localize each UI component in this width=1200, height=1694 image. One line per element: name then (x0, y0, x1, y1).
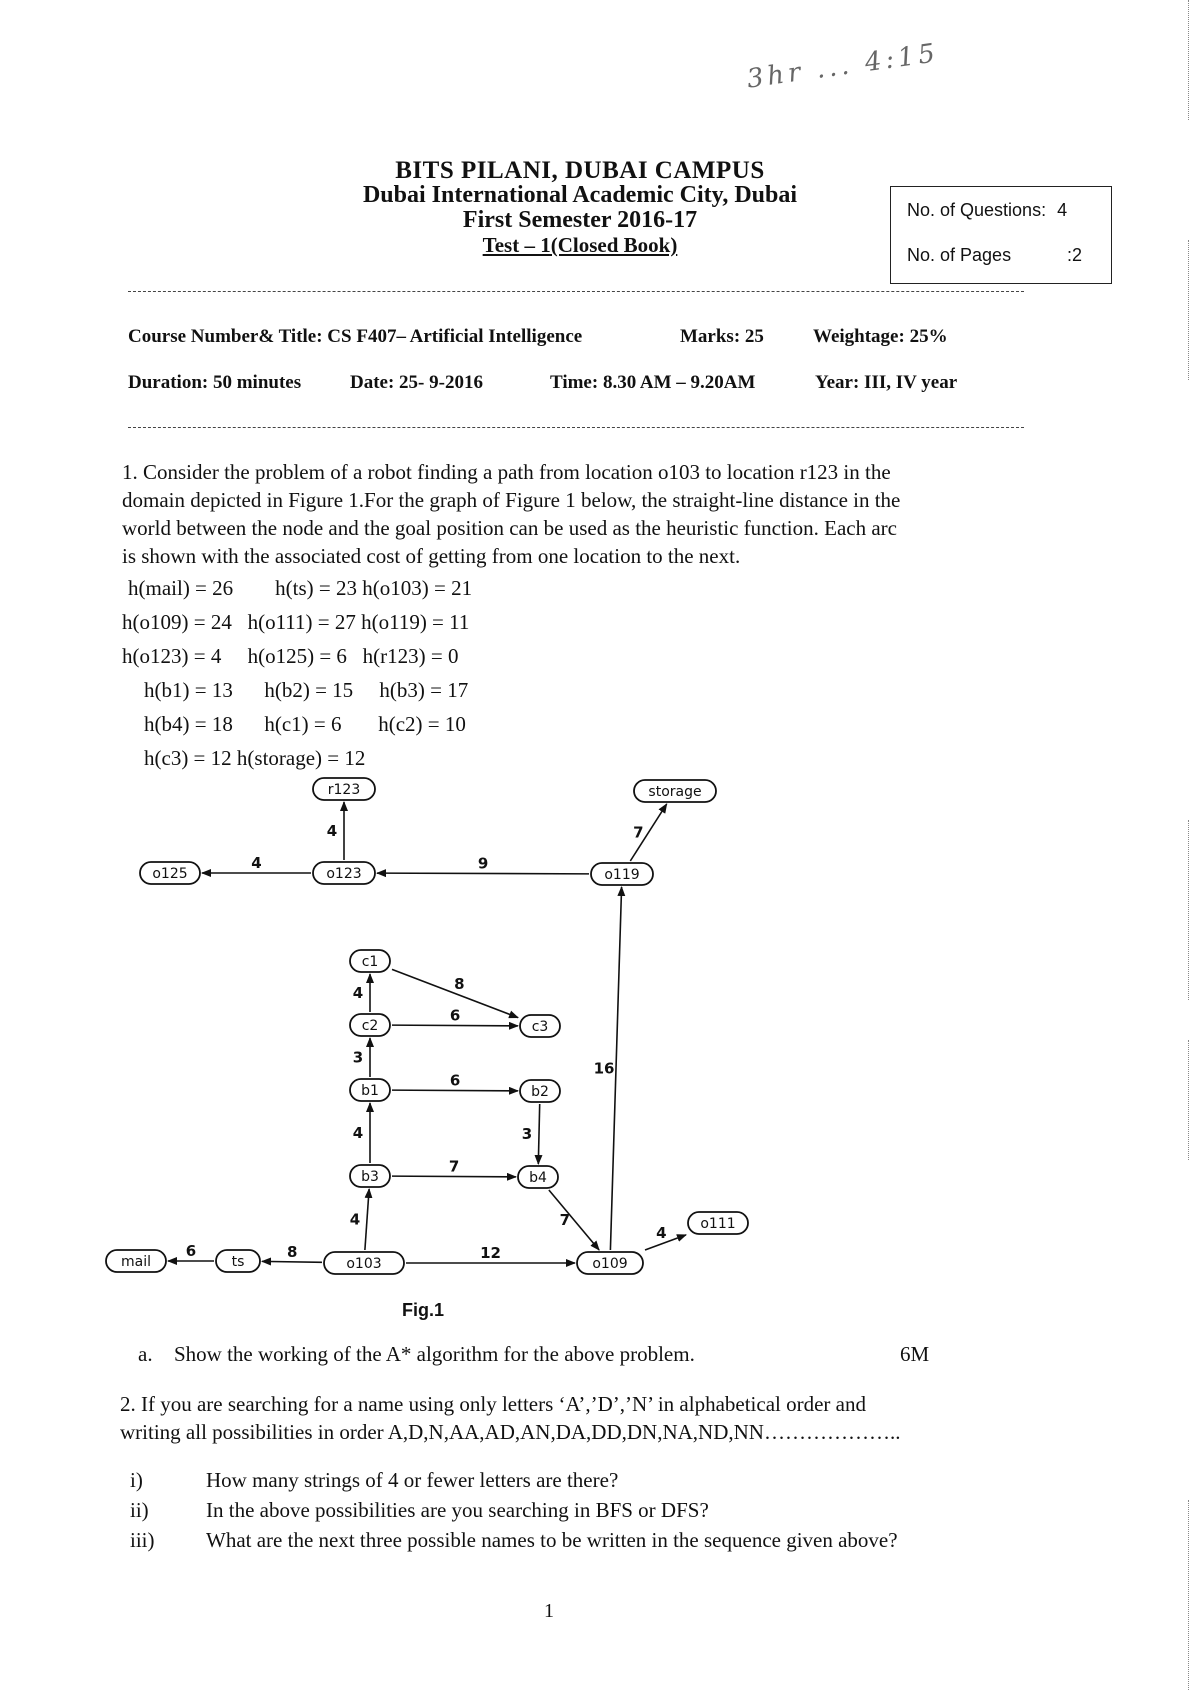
q2-line-2: writing all possibilities in order A,D,N,AA,AD,AN,DA,DD,DN,NA,ND,NN……………….. (120, 1420, 901, 1444)
duration: Duration: 50 minutes (128, 372, 302, 393)
questions-value: 4 (1057, 200, 1068, 220)
graph-node-o125 (140, 862, 200, 884)
q2-sub-num-2: ii) (130, 1498, 149, 1522)
graph-edge-cost-c1-c3: 8 (454, 975, 465, 994)
graph-edge-b4-o109 (549, 1190, 599, 1250)
graph-node-label-r123: r123 (327, 782, 361, 798)
graph-node-label-o111: o111 (700, 1216, 736, 1232)
question-1-text (122, 458, 1022, 570)
graph-edge-cost-b1-c2: 3 (352, 1048, 364, 1067)
exam-header (300, 158, 860, 258)
graph-node-b3 (350, 1165, 390, 1187)
graph-node-b2 (520, 1080, 560, 1102)
questions-label: No. of Questions: (907, 200, 1047, 220)
graph-edge-cost-o123-r123: 4 (326, 822, 338, 840)
graph-node-label-b3: b3 (361, 1169, 379, 1185)
questions-count-row (907, 200, 1067, 221)
q1-line-4: is shown with the associated cost of getting from one location to the next. (122, 544, 741, 568)
year: Year: III, IV year (815, 372, 958, 393)
graph-node-c1 (350, 950, 390, 972)
exam-time: Time: 8.30 AM – 9.20AM (550, 372, 756, 393)
graph-node-o111 (688, 1212, 748, 1234)
margin-mark-2 (1188, 240, 1190, 380)
divider-top (128, 291, 1024, 292)
graph-node-o103 (324, 1252, 404, 1274)
margin-mark-4 (1188, 1040, 1190, 1160)
divider-bottom (128, 427, 1024, 428)
q2-line-1: 2. If you are searching for a name using only letters ‘A’,’D’,’N’ in alphabetical order and (120, 1392, 866, 1416)
heuristic-row-4: h(b1) = 13 h(b2) = 15 h(b3) = 17 (144, 678, 469, 702)
graph-node-label-o103: o103 (346, 1256, 382, 1272)
pages-count-row (907, 245, 1083, 266)
handwritten-note-text: 3hr ... 4:15 (744, 38, 941, 95)
graph-node-c2 (350, 1014, 390, 1036)
heuristic-row-3: h(o123) = 4 h(o125) = 6 h(r123) = 0 (122, 644, 459, 668)
graph-node-label-mail: mail (121, 1254, 151, 1270)
heuristic-row-6: h(c3) = 12 h(storage) = 12 (144, 746, 366, 770)
graph-edge-cost-o123-o125: 4 (251, 854, 262, 872)
graph-edge-c2-c3 (392, 1025, 518, 1026)
question-2-text (120, 1390, 1040, 1446)
graph-edge-cost-b1-b2: 6 (449, 1071, 461, 1090)
graph-node-mail (106, 1250, 166, 1272)
semester-label: First Semester 2016-17 (462, 207, 698, 233)
graph-edge-cost-b2-b4: 3 (521, 1125, 533, 1143)
graph-edge-cost-b3-b1: 4 (352, 1124, 364, 1142)
graph-node-label-o123: o123 (326, 866, 362, 882)
graph-edge-o119-o123 (377, 873, 589, 874)
graph-node-label-c1: c1 (361, 954, 379, 970)
graph-edge-cost-c2-c3: 6 (449, 1006, 461, 1025)
graph-edge-b2-b4 (538, 1104, 539, 1164)
q2-sub-num-1: i) (130, 1468, 143, 1492)
q2-sub-num-3: iii) (130, 1528, 155, 1552)
graph-edge-b1-b2 (392, 1090, 518, 1091)
graph-node-storage (634, 780, 716, 802)
part-a-label: a. (138, 1342, 153, 1366)
course-title: Course Number& Title: CS F407– Artificial Intelligence (128, 326, 583, 347)
exam-date: Date: 25- 9-2016 (350, 372, 483, 393)
margin-mark-3 (1188, 820, 1190, 1000)
graph-edge-cost-o119-storage: 7 (633, 823, 644, 842)
institution-name: BITS PILANI, DUBAI CAMPUS (395, 157, 765, 184)
heuristic-row-1: h(mail) = 26 h(ts) = 23 h(o103) = 21 (128, 576, 473, 600)
graph-node-label-o109: o109 (592, 1256, 628, 1272)
graph-node-label-o125: o125 (152, 866, 188, 882)
pages-label: No. of Pages (907, 245, 1012, 265)
graph-node-label-ts: ts (231, 1254, 245, 1270)
graph-node-b4 (518, 1166, 558, 1188)
campus-location: Dubai International Academic City, Dubai (362, 182, 798, 208)
info-box (890, 186, 1112, 284)
graph-edge-cost-b4-o109: 7 (559, 1211, 571, 1229)
graph-node-r123 (313, 778, 375, 800)
graph-node-o123 (313, 862, 375, 884)
heuristic-row-2: h(o109) = 24 h(o111) = 27 h(o119) = 11 (122, 610, 470, 634)
handwritten-note (744, 38, 988, 108)
figure-caption: Fig.1 (402, 1300, 445, 1320)
graph-edge-cost-o109-o111: 4 (656, 1224, 667, 1243)
graph-edge-cost-o109-o119: 16 (593, 1059, 615, 1078)
heuristic-row-5: h(b4) = 18 h(c1) = 6 h(c2) = 10 (144, 712, 466, 736)
q1-line-3: world between the node and the goal position can be used as the heuristic function. Each arc (122, 516, 897, 540)
marks: Marks: 25 (680, 326, 764, 347)
graph-node-label-o119: o119 (604, 867, 640, 883)
part-a-marks: 6M (900, 1342, 930, 1366)
graph-edge-cost-o119-o123: 9 (477, 854, 489, 873)
graph-node-label-b4: b4 (529, 1170, 547, 1186)
graph-node-b1 (350, 1079, 390, 1101)
graph-node-label-storage: storage (648, 784, 702, 800)
weightage: Weightage: 25% (813, 326, 948, 347)
q2-sub-text-1: How many strings of 4 or fewer letters are there? (206, 1468, 619, 1492)
graph-edge-cost-o103-ts: 8 (286, 1242, 298, 1261)
margin-mark-5 (1188, 1500, 1190, 1690)
graph-edge-cost-b3-b4: 7 (448, 1157, 460, 1176)
graph-edge-o103-b3 (365, 1189, 369, 1250)
pages-value: :2 (1067, 245, 1083, 265)
page-number: 1 (544, 1600, 554, 1622)
graph-edge-cost-ts-mail: 6 (185, 1242, 197, 1260)
graph-node-o119 (591, 863, 653, 885)
graph-node-label-b1: b1 (361, 1083, 379, 1099)
q2-sub-text-3: What are the next three possible names to be written in the sequence given above? (206, 1528, 898, 1552)
q2-sub-text-2: In the above possibilities are you searching in BFS or DFS? (206, 1498, 709, 1522)
graph-edge-cost-c2-c1: 4 (352, 984, 364, 1002)
test-title: Test – 1(Closed Book) (482, 233, 678, 257)
graph-edge-b3-b4 (392, 1176, 516, 1177)
graph-node-ts (216, 1250, 260, 1272)
graph-edge-cost-o103-o109: 12 (480, 1244, 501, 1262)
graph-edge-cost-o103-b3: 4 (349, 1210, 361, 1229)
graph-edge-o103-ts (262, 1261, 322, 1262)
part-a-text: Show the working of the A* algorithm for the above problem. (174, 1342, 695, 1366)
graph-node-label-c3: c3 (531, 1019, 549, 1035)
graph-node-label-c2: c2 (361, 1018, 379, 1034)
graph-node-c3 (520, 1015, 560, 1037)
margin-mark-1 (1188, 0, 1190, 120)
graph-node-o109 (577, 1252, 643, 1274)
q1-line-1: 1. Consider the problem of a robot finding a path from location o103 to location r123 in the (122, 460, 891, 484)
graph-figure (0, 770, 1200, 1310)
graph-node-label-b2: b2 (531, 1084, 549, 1100)
q1-line-2: domain depicted in Figure 1.For the graph of Figure 1 below, the straight-line distance in the (122, 488, 901, 512)
